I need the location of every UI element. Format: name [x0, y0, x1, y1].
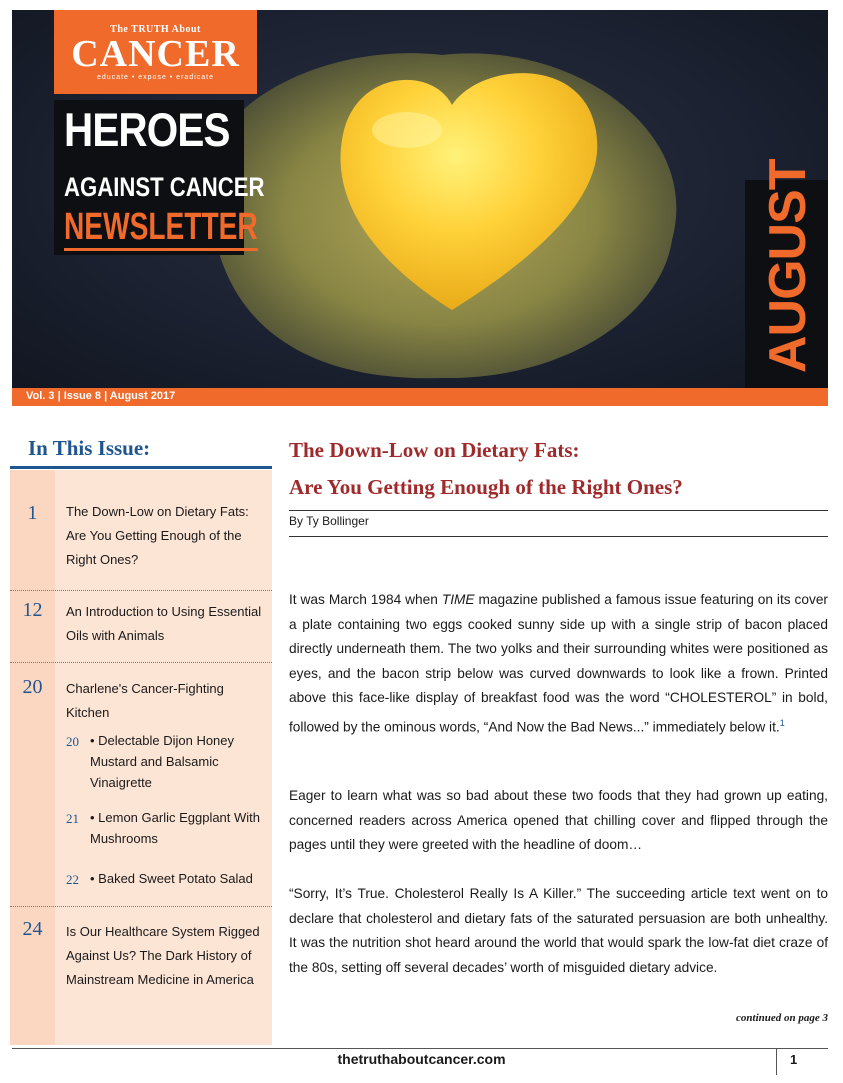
cover-image: [12, 10, 828, 388]
footnote-ref[interactable]: 1: [779, 717, 785, 728]
article-title-line1: The Down-Low on Dietary Fats:: [289, 438, 580, 462]
toc-page-number[interactable]: 24: [22, 918, 43, 940]
para1-time: TIME: [441, 592, 475, 607]
toc-divider: [10, 906, 272, 907]
toc-page-strip: [10, 470, 55, 1045]
toc-sub-page[interactable]: 22: [66, 872, 79, 887]
toc-divider: [10, 662, 272, 663]
title-heroes: HEROES: [64, 103, 230, 156]
title-newsletter: NEWSLETTER: [64, 208, 258, 251]
toc-subitem-eggplant[interactable]: • Lemon Garlic Eggplant With Mushrooms: [90, 810, 261, 846]
footer-rule: [12, 1048, 828, 1049]
toc-item-dietary-fats[interactable]: The Down-Low on Dietary Fats: Are You Getting Enough of the Right Ones?: [66, 504, 249, 567]
article-paragraph-1: [289, 588, 828, 740]
toc-page-number[interactable]: 20: [22, 676, 43, 698]
toc-item-essential-oils[interactable]: An Introduction to Using Essential Oils with Animals: [66, 604, 262, 643]
article-paragraph-3: “Sorry, It’s True. Cholesterol Really Is A Killer.” The succeeding article text went on to declare that cholesterol and dietary fats of the saturated persuasion are both unhealthy. It was the nutrition shot heard around the world that would spark the low-fat diet craze of the 80s, setting off several decades’ worth of misguided dietary advice.: [289, 886, 828, 975]
newsletter-title-block: [54, 100, 265, 255]
toc-item-kitchen[interactable]: Charlene's Cancer-Fighting Kitchen: [66, 681, 224, 720]
logo-small-text: The TRUTH About: [110, 24, 201, 35]
toc-item-healthcare[interactable]: Is Our Healthcare System Rigged Against Us? The Dark History of Mainstream Medicine in America: [66, 924, 260, 987]
toc-heading-rule: [10, 466, 272, 469]
brand-logo: [54, 10, 257, 94]
issue-info-bar: [12, 388, 828, 406]
article-title: [289, 432, 829, 506]
toc-sub-page[interactable]: 21: [66, 811, 79, 826]
footer-separator: [776, 1048, 777, 1075]
month-label: AUGUST: [759, 159, 817, 373]
title-against-cancer: AGAINST CANCER: [64, 172, 265, 202]
logo-wordmark: CANCER: [71, 33, 240, 75]
toc-page-number[interactable]: 1: [27, 502, 38, 524]
byline-rule-top: [289, 510, 828, 511]
toc-divider: [10, 590, 272, 591]
month-banner: [745, 159, 828, 388]
footer-url[interactable]: thetruthaboutcancer.com: [337, 1051, 506, 1067]
para1-rest: magazine published a famous issue featuring on its cover a plate containing two eggs cooked sunny side up with a single strip of bacon placed directly underneath them. The two yolks and their surrounding whites were positioned as eyes, and the bacon strip below was curved downwards to look like a frown. Printed above this face-like display of breakfast food was the word “CHOLESTEROL” in bold, followed by the ominous words, “And Now the Bad News...” immediately below it.: [289, 592, 828, 735]
article-paragraph-2: Eager to learn what was so bad about these two foods that they had grown up eating, concerned readers across America opened that chilling cover and flipped through the pages until they were greeted with the headline of doom…: [289, 788, 828, 852]
byline-rule-bottom: [289, 536, 828, 537]
toc-page-number[interactable]: 12: [22, 599, 43, 621]
article-byline: By Ty Bollinger: [289, 514, 369, 528]
article-title-line2: Are You Getting Enough of the Right Ones?: [289, 475, 683, 499]
issue-info: Vol. 3 | Issue 8 | August 2017: [26, 390, 176, 402]
toc-subitem-vinaigrette[interactable]: • Delectable Dijon Honey Mustard and Balsamic Vinaigrette: [90, 733, 235, 790]
page-number: 1: [790, 1052, 798, 1067]
toc-sub-page[interactable]: 20: [66, 734, 79, 749]
table-of-contents: [10, 470, 272, 1045]
para1-start: It was March 1984 when: [289, 592, 442, 607]
toc-heading: In This Issue:: [28, 436, 151, 460]
continued-note: continued on page 3: [736, 1012, 828, 1024]
logo-tagline: educate • expose • eradicate: [97, 74, 214, 81]
toc-subitem-sweet-potato[interactable]: • Baked Sweet Potato Salad: [90, 871, 253, 886]
